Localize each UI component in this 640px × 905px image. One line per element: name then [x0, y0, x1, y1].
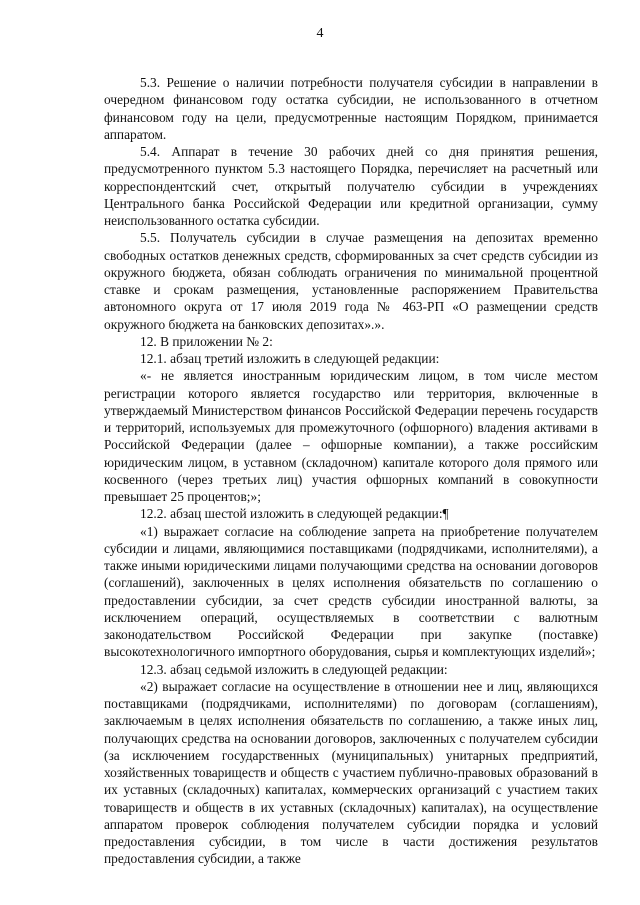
paragraph-5-3: 5.3. Решение о наличии потребности получателя субсидии в направлении в очередном финансовом году остатка субсидии, не использованного в отчетном финансовом году на цели, предусмотренные настоящим Порядком, принимается аппаратом.: [104, 75, 598, 142]
paragraph-12-3: 12.3. абзац седьмой изложить в следующей редакции:: [140, 661, 448, 677]
paragraph-12-1-text: «- не является иностранным юридическим лицом, в том числе местом регистрации которого является государство или территория, включенные в утверждаемый Министерством финансов Российской Федерации перечень государств и территорий, используемых для промежуточного (офшорного) владения активами в Российской Федерации (далее – офшорные компании), а также российским юридическим лицом, в уставном (складочном) капитале которого доля прямого или косвенного (через третьих лиц) участия офшорных компаний в совокупности превышает 25 процентов;»;: [104, 368, 598, 504]
paragraph-5-4: 5.4. Аппарат в течение 30 рабочих дней со дня принятия решения, предусмотренного пунктом 5.3 настоящего Порядка, перечисляет на расчетный или корреспондентский счет, открытый получателю субсидии в учреждениях Центрального банка Российской Федерации или кредитной организации, сумму неиспользованного остатка субсидии.: [104, 144, 598, 228]
document-body: [104, 74, 598, 868]
paragraph-12-2-text: «1) выражает согласие на соблюдение запрета на приобретение получателем субсидии и лицами, являющимися поставщиками (подрядчиками, исполнителями), а также иными юридическими лицами получающими средства на основании договоров (соглашений), заключенных в целях исполнения обязательств по соглашению о предоставлении субсидии, за счет средств субсидии иностранной валюты, за исключением операций, осуществляемых в соответствии с валютным законодательством Российской Федерации при закупке (поставке) высокотехнологичного импортного оборудования, сырья и комплектующих изделий»;: [104, 523, 598, 660]
page-number: 4: [316, 26, 324, 41]
paragraph-12-1: 12.1. абзац третий изложить в следующей редакции:: [140, 351, 440, 366]
paragraph-12: 12. В приложении № 2:: [140, 333, 273, 349]
paragraph-12-2: 12.2. абзац шестой изложить в следующей редакции:¶: [140, 506, 449, 522]
paragraph-5-5: 5.5. Получатель субсидии в случае размещения на депозитах временно свободных остатков денежных средств, сформированных за счет средств субсидии из окружного бюджета, обязан соблюдать ограничения по минимальной процентной ставке и срокам размещения, установленные распоряжением Правительства автономного округа от 17 июля 2019 года № 463-РП «О размещении средств окружного бюджета на банковских депозитах».».: [104, 230, 598, 332]
paragraph-12-3-text: «2) выражает согласие на осуществление в отношении нее и лиц, являющихся поставщиками (подрядчиками, исполнителями) по договорам (соглашениям), заключаемым в целях исполнения обязательств по соглашению, а также иных лиц, получающих средства на основании договоров, заключенных с получателем субсидии (за исключением государственных (муниципальных) унитарных предприятий, хозяйственных товариществ и обществ с участием публично-правовых образований в их уставных (складочных) капиталах, коммерческих организаций с участием таких товариществ и обществ в их уставных (складочных) капиталах), на осуществление аппаратом проверок соблюдения получателем субсидии порядка и условий предоставления субсидии, в том числе в части достижения результатов предоставления субсидии, а также: [104, 678, 598, 867]
